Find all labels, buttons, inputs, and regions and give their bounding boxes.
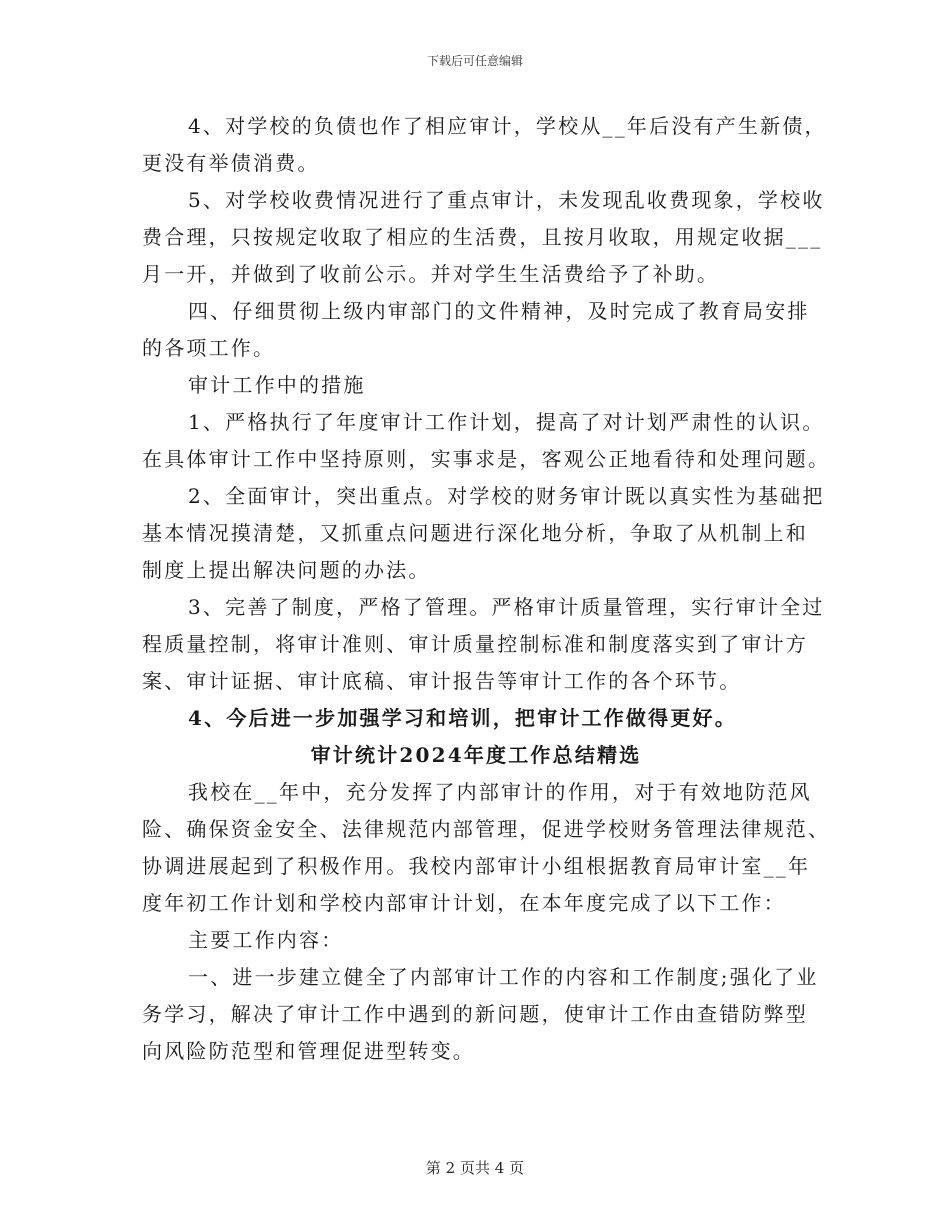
section-title: 审计统计2024年度工作总结精选	[310, 743, 642, 767]
text-line: 在具体审计工作中坚持原则，实事求是，客观公正地看待和处理问题。	[142, 447, 831, 471]
text-line: 案、审计证据、审计底稿、审计报告等审计工作的各个环节。	[142, 669, 742, 693]
text-line: 主要工作内容：	[188, 928, 344, 952]
text-line: 程质量控制，将审计准则、审计质量控制标准和制度落实到了审计方	[142, 632, 808, 656]
text-line: 四、仔细贯彻上级内审部门的文件精神，及时完成了教育局安排	[188, 299, 810, 323]
text-line: 制度上提出解决问题的办法。	[142, 558, 431, 582]
text-line: 务学习，解决了审计工作中遇到的新问题，使审计工作由查错防弊型	[142, 1002, 808, 1026]
text-line: 协调进展起到了积极作用。我校内部审计小组根据教育局审计室__年	[142, 854, 811, 878]
text-line: 4、对学校的负债也作了相应审计，学校从__年后没有产生新债，	[188, 114, 827, 138]
page-header: 下载后可任意编辑	[426, 54, 523, 68]
document-body	[142, 108, 831, 1070]
text-line: 4、今后进一步加强学习和培训，把审计工作做得更好。	[188, 706, 737, 730]
text-line: 2、全面审计，突出重点。对学校的财务审计既以真实性为基础把	[188, 484, 825, 508]
text-line: 审计工作中的措施	[188, 373, 366, 397]
text-line: 3、完善了制度，严格了管理。严格审计质量管理，实行审计全过	[188, 595, 825, 619]
page-footer: 第 2 页共 4 页	[425, 1159, 525, 1177]
text-line: 月一开，并做到了收前公示。并对学生生活费给予了补助。	[142, 262, 720, 286]
text-line: 度年初工作计划和学校内部审计计划，在本年度完成了以下工作：	[142, 891, 786, 915]
text-line: 1、严格执行了年度审计工作计划，提高了对计划严肃性的认识。	[188, 410, 825, 434]
text-line: 基本情况摸清楚，又抓重点问题进行深化地分析，争取了从机制上和	[142, 521, 808, 545]
text-line: 更没有举债消费。	[142, 151, 320, 175]
text-line: 费合理，只按规定收取了相应的生活费，且按月收取，用规定收据___	[142, 225, 823, 249]
text-line: 我校在__年中，充分发挥了内部审计的作用，对于有效地防范风	[188, 780, 812, 804]
text-line: 5、对学校收费情况进行了重点审计，未发现乱收费现象，学校收	[188, 188, 825, 212]
text-line: 险、确保资金安全、法律规范内部管理，促进学校财务管理法律规范、	[142, 817, 831, 841]
text-line: 一、进一步建立健全了内部审计工作的内容和工作制度;强化了业	[188, 965, 819, 989]
text-line: 向风险防范型和管理促进型转变。	[142, 1039, 475, 1063]
text-line: 的各项工作。	[142, 336, 276, 360]
